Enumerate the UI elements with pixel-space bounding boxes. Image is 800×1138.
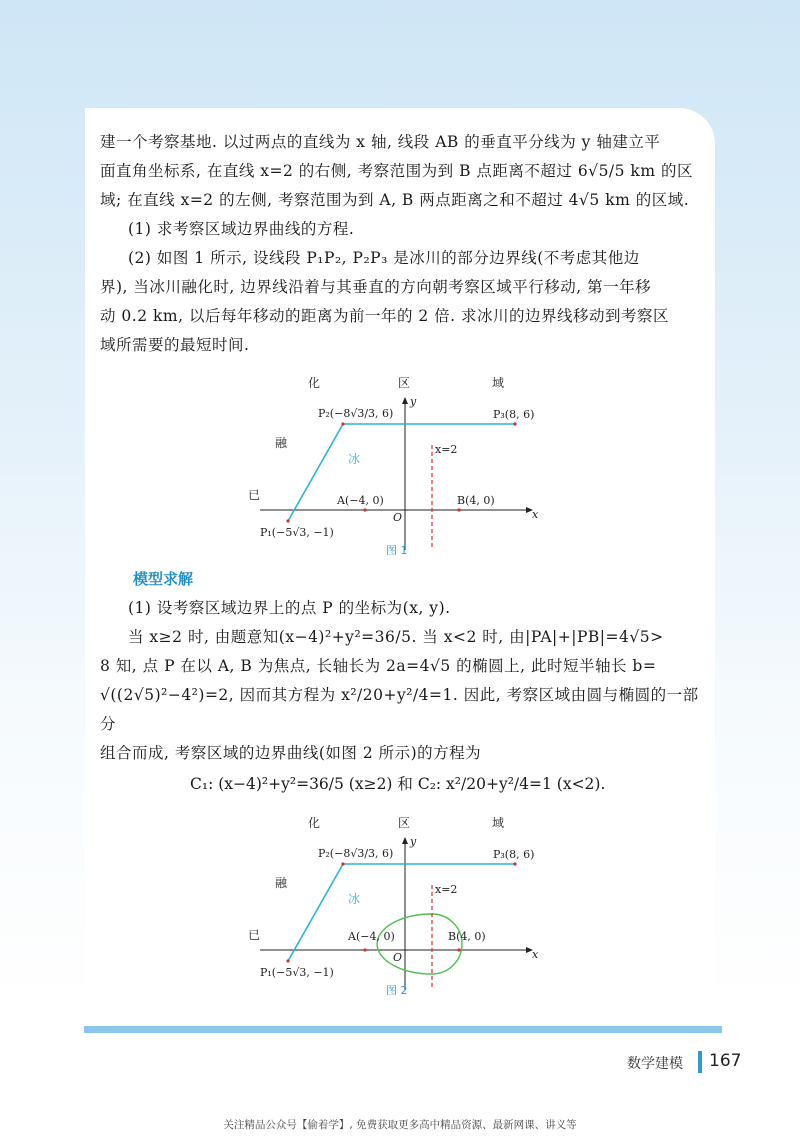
y-axis-arrow	[402, 837, 408, 844]
label-yu: 域	[492, 816, 505, 830]
label-a: A(−4, 0)	[348, 930, 395, 943]
figure-2-caption: 图 2	[386, 984, 408, 995]
label-b: B(4, 0)	[448, 930, 486, 943]
point-p3	[513, 422, 516, 425]
problem-text	[100, 128, 700, 360]
problem-line: 建一个考察基地. 以过两点的直线为 x 轴, 线段 AB 的垂直平分线为 y 轴建立平	[100, 133, 661, 151]
label-b: B(4, 0)	[457, 494, 495, 507]
label-yi: 已	[248, 928, 261, 942]
solution-line: 8 知, 点 P 在以 A, B 为焦点, 长轴长为 2a=4√5 的椭圆上, 此时短半轴长 b=	[100, 657, 657, 675]
label-ice: 冰	[348, 452, 361, 466]
label-p1: P₁(−5√3, −1)	[260, 966, 334, 979]
x-axis-label: x	[532, 508, 539, 521]
point-a	[363, 948, 366, 951]
solution-line: 当 x≥2 时, 由题意知(x−4)²+y²=36/5. 当 x<2 时, 由|PA|+|PB|=4√5>	[128, 628, 664, 646]
footer-rule	[84, 1026, 722, 1033]
figure-1	[240, 375, 550, 555]
boundary-curve	[377, 914, 462, 974]
label-p2: P₂(−8√3/3, 6)	[318, 847, 394, 860]
section-label: 数学建模	[627, 1056, 683, 1072]
question-1: (1) 求考察区域边界曲线的方程.	[128, 220, 355, 238]
solution-line: (1) 设考察区域边界上的点 P 的坐标为(x, y).	[128, 599, 451, 617]
boundary-equation: C₁: (x−4)²+y²=36/5 (x≥2) 和 C₂: x²/20+y²/4=1 (x<2).	[190, 775, 606, 793]
question-2-line: 界), 当冰川融化时, 边界线沿着与其垂直的方向朝考察区域平行移动, 第一年移	[100, 278, 652, 296]
label-p1: P₁(−5√3, −1)	[260, 526, 334, 539]
label-hua: 化	[308, 376, 321, 390]
origin-label: O	[393, 951, 403, 964]
question-2-line: 动 0.2 km, 以后每年移动的距离为前一年的 2 倍. 求冰川的边界线移动到考察区	[100, 307, 670, 325]
label-rong: 融	[275, 876, 288, 890]
label-p3: P₃(8, 6)	[493, 408, 535, 421]
label-p2: P₂(−8√3/3, 6)	[318, 407, 394, 420]
promo-footer: 关注精品公众号【偷着学】, 免费获取更多高中精品资源、最新网课、讲义等	[223, 1119, 577, 1131]
page-number: 167	[709, 1051, 742, 1071]
problem-line: 域; 在直线 x=2 的左侧, 考察范围为到 A, B 两点距离之和不超过 4√5 km 的区域.	[100, 191, 690, 209]
solution-line: 组合而成, 考察区域的边界曲线(如图 2 所示)的方程为	[100, 744, 482, 762]
figure-1-caption: 图 1	[386, 544, 408, 555]
label-yu: 域	[492, 376, 505, 390]
point-p2	[341, 862, 344, 865]
point-p2	[341, 422, 344, 425]
question-2-line: 域所需要的最短时间.	[100, 336, 250, 354]
point-b	[457, 948, 460, 951]
label-ice: 冰	[348, 892, 361, 906]
y-axis-label: y	[410, 835, 417, 848]
solution-heading: 模型求解	[133, 570, 194, 588]
label-yi: 已	[248, 488, 261, 502]
origin-label: O	[393, 511, 403, 524]
label-p3: P₃(8, 6)	[493, 848, 535, 861]
figure-1-diagram	[240, 375, 550, 555]
figure-2	[240, 815, 550, 995]
x-axis-label: x	[532, 948, 539, 961]
line-x2-label: x=2	[435, 443, 458, 456]
question-2: (2) 如图 1 所示, 设线段 P₁P₂, P₂P₃ 是冰川的部分边界线(不考虑其他边	[128, 249, 640, 267]
label-qu: 区	[398, 376, 411, 390]
point-a	[363, 508, 366, 511]
figure-2-diagram	[240, 815, 550, 995]
label-rong: 融	[275, 436, 288, 450]
y-axis-label: y	[410, 395, 417, 408]
problem-line: 面直角坐标系, 在直线 x=2 的右侧, 考察范围为到 B 点距离不超过 6√5/5 km 的区	[100, 162, 693, 180]
page-divider-bar	[698, 1051, 702, 1073]
label-qu: 区	[398, 816, 411, 830]
point-p3	[513, 862, 516, 865]
label-a: A(−4, 0)	[337, 494, 384, 507]
y-axis-arrow	[402, 397, 408, 404]
point-b	[457, 508, 460, 511]
line-x2-label: x=2	[435, 883, 458, 896]
solution-text	[100, 594, 700, 768]
solution-line: √((2√5)²−4²)=2, 因而其方程为 x²/20+y²/4=1. 因此, 考察区域由圆与椭圆的一部分	[100, 686, 699, 733]
glacier-boundary	[288, 864, 515, 961]
label-hua: 化	[308, 816, 321, 830]
point-p1	[286, 519, 289, 522]
point-p1	[286, 959, 289, 962]
